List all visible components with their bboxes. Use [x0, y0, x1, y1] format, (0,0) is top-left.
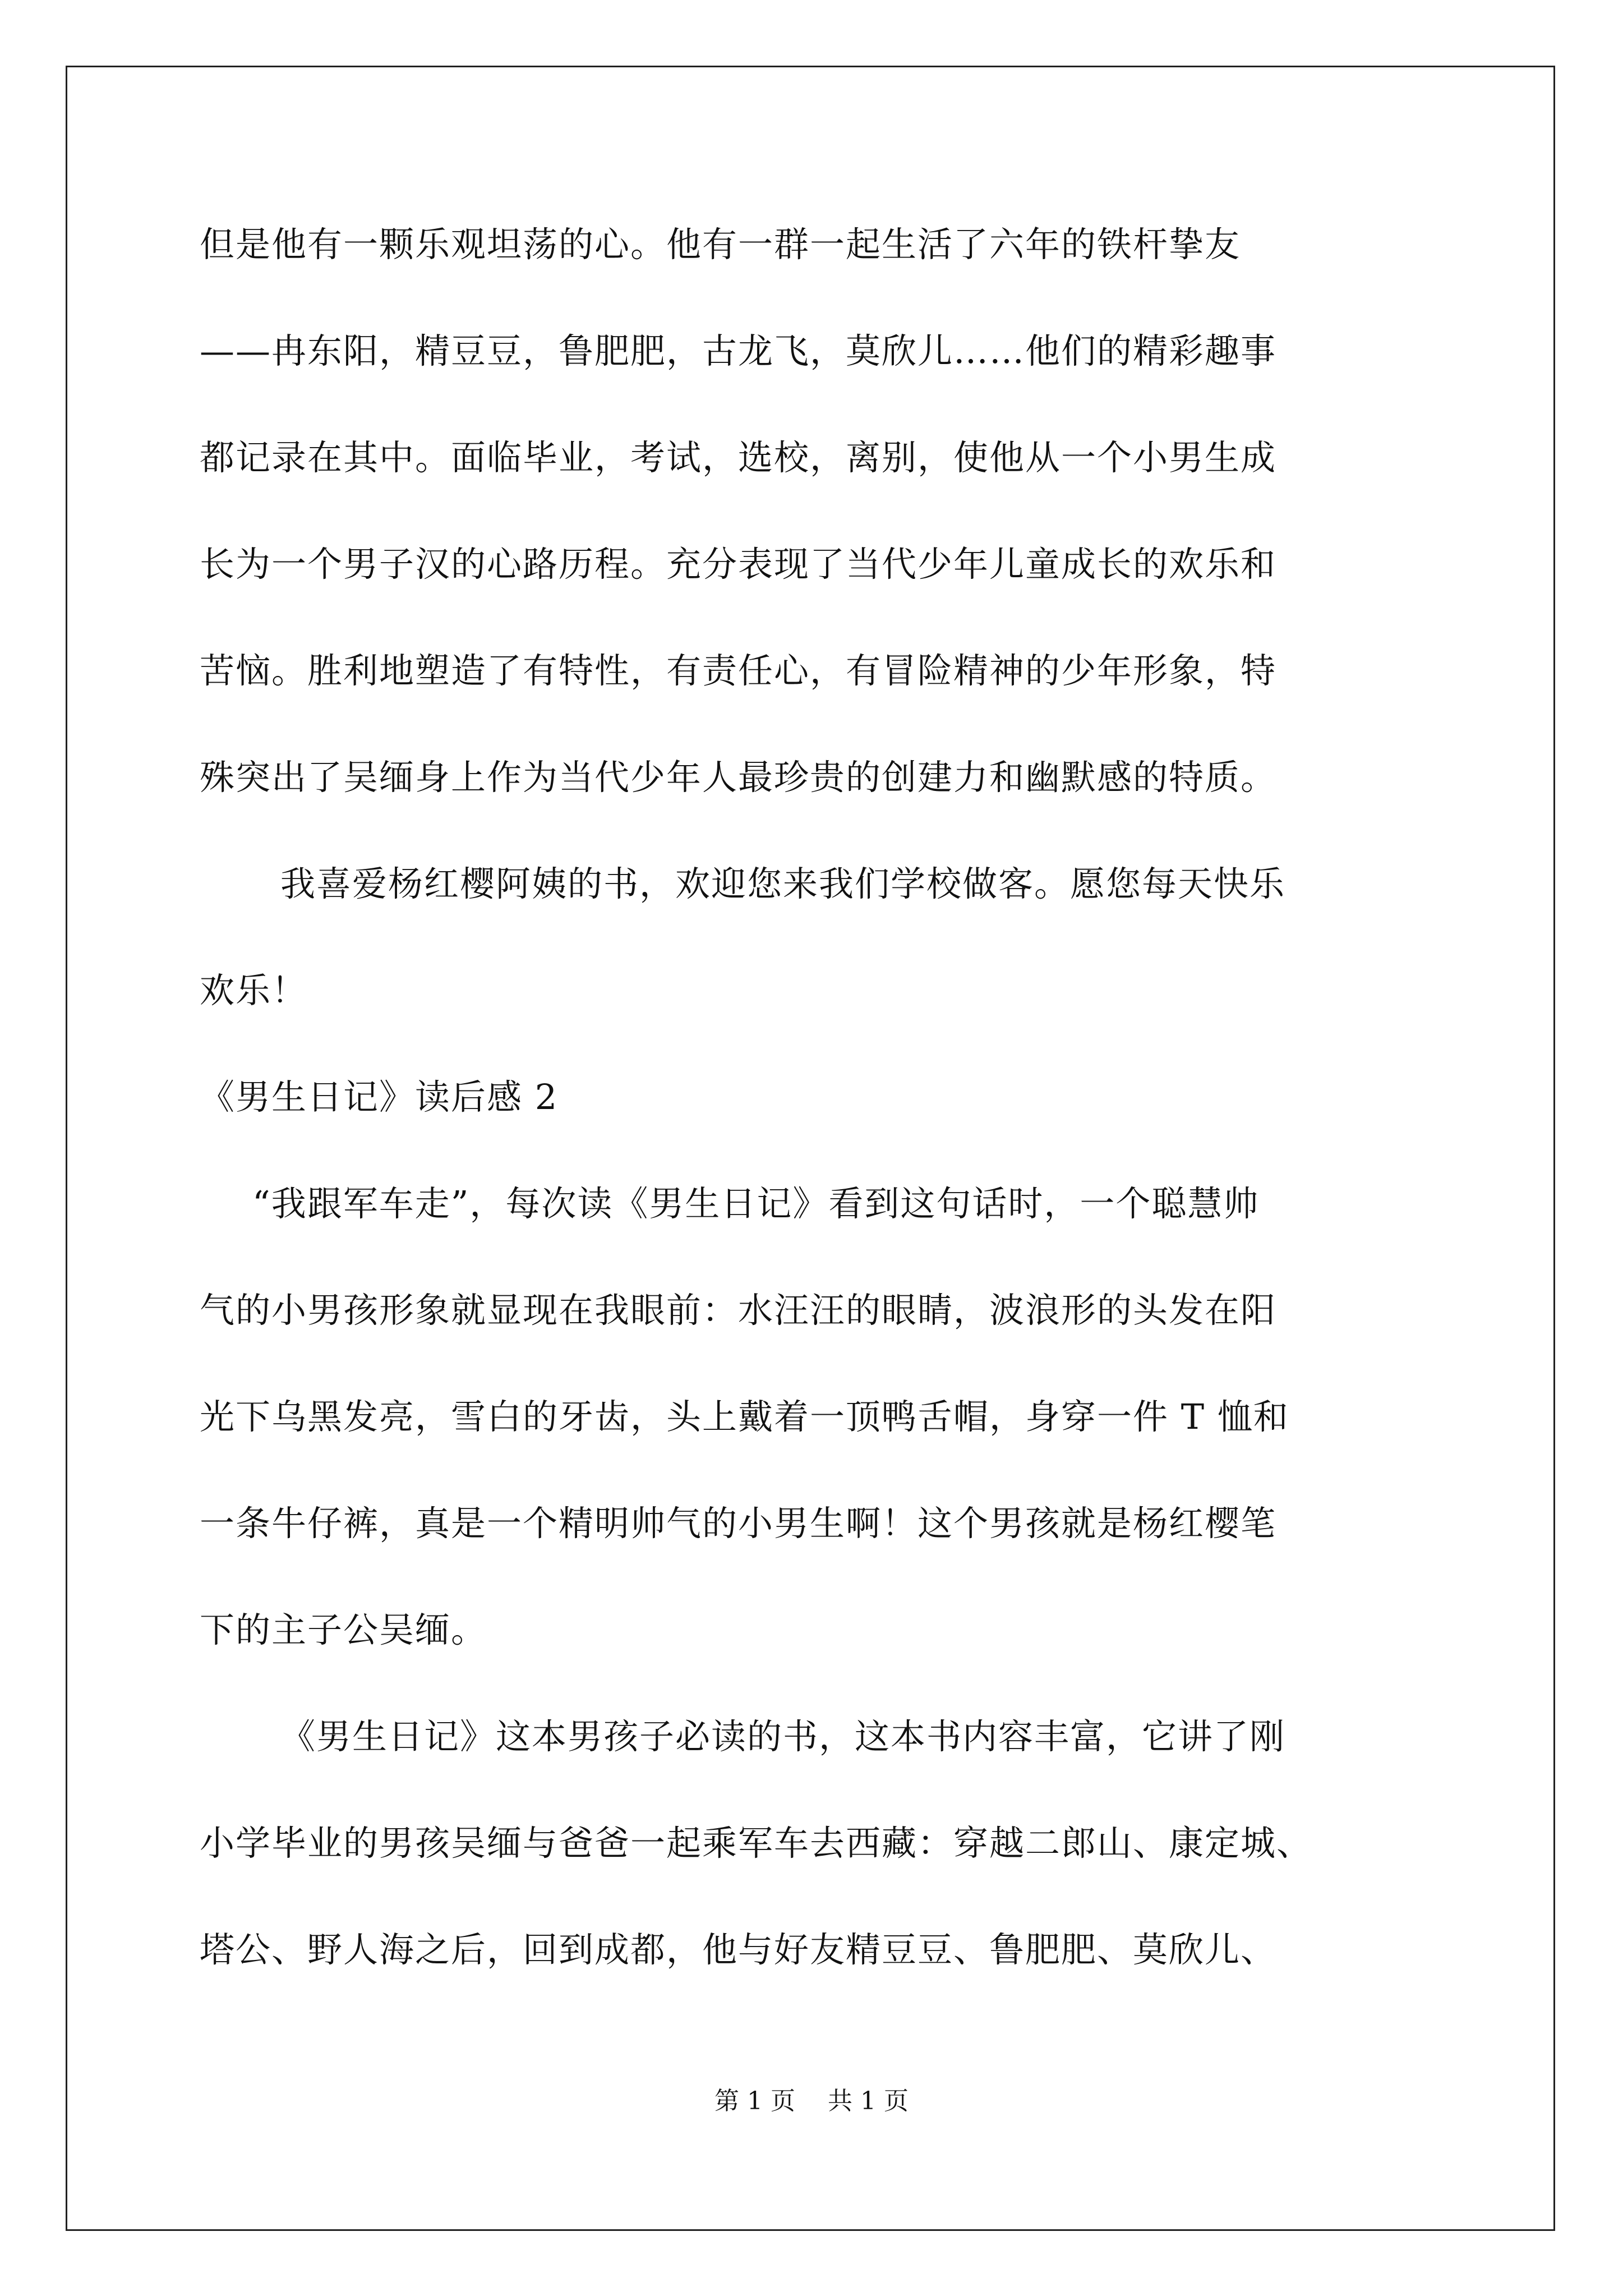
text-line-3: 都记录在其中。面临毕业，考试，选校，离别，使他从一个小男生成: [200, 437, 1277, 478]
text-line-17: 塔公、野人海之后，回到成都，他与好友精豆豆、鲁肥肥、莫欣儿、: [200, 1929, 1277, 1970]
section-heading: 《男生日记》读后感 2: [200, 1076, 559, 1117]
page-number-total: 共 1 页: [828, 2087, 909, 2115]
text-line-8: 欢乐！: [200, 970, 308, 1011]
text-line-10: “我跟军车走”，每次读《男生日记》看到这句话时，一个聪慧帅: [252, 1183, 1260, 1224]
text-line-15: 《男生日记》这本男孩子必读的书，这本书内容丰富，它讲了刚: [280, 1716, 1286, 1757]
text-line-7: 我喜爱杨红樱阿姨的书，欢迎您来我们学校做客。愿您每天快乐: [280, 863, 1286, 904]
text-line-2: ——冉东阳，精豆豆，鲁肥肥，古龙飞，莫欣儿……他们的精彩趣事: [200, 330, 1277, 371]
text-line-16: 小学毕业的男孩吴缅与爸爸一起乘军车去西藏：穿越二郎山、康定城、: [200, 1823, 1313, 1864]
text-line-1: 但是他有一颗乐观坦荡的心。他有一群一起生活了六年的铁杆挚友: [200, 224, 1241, 265]
text-line-12: 光下乌黑发亮，雪白的牙齿，头上戴着一顶鸭舌帽，身穿一件 T 恤和: [200, 1396, 1289, 1437]
text-line-6: 殊突出了吴缅身上作为当代少年人最珍贵的创建力和幽默感的特质。: [200, 757, 1277, 798]
page-number-current: 第 1 页: [714, 2087, 795, 2115]
page-border: [66, 66, 1555, 2231]
text-line-5: 苦恼。胜利地塑造了有特性，有责任心，有冒险精神的少年形象，特: [200, 650, 1277, 691]
text-line-11: 气的小男孩形象就显现在我眼前：水汪汪的眼睛，波浪形的头发在阳: [200, 1290, 1277, 1331]
text-line-4: 长为一个男子汉的心路历程。充分表现了当代少年儿童成长的欢乐和: [200, 544, 1277, 585]
text-line-14: 下的主子公吴缅。: [200, 1609, 487, 1650]
text-line-13: 一条牛仔裤，真是一个精明帅气的小男生啊！这个男孩就是杨红樱笔: [200, 1503, 1277, 1544]
page-footer: [0, 2086, 1623, 2117]
